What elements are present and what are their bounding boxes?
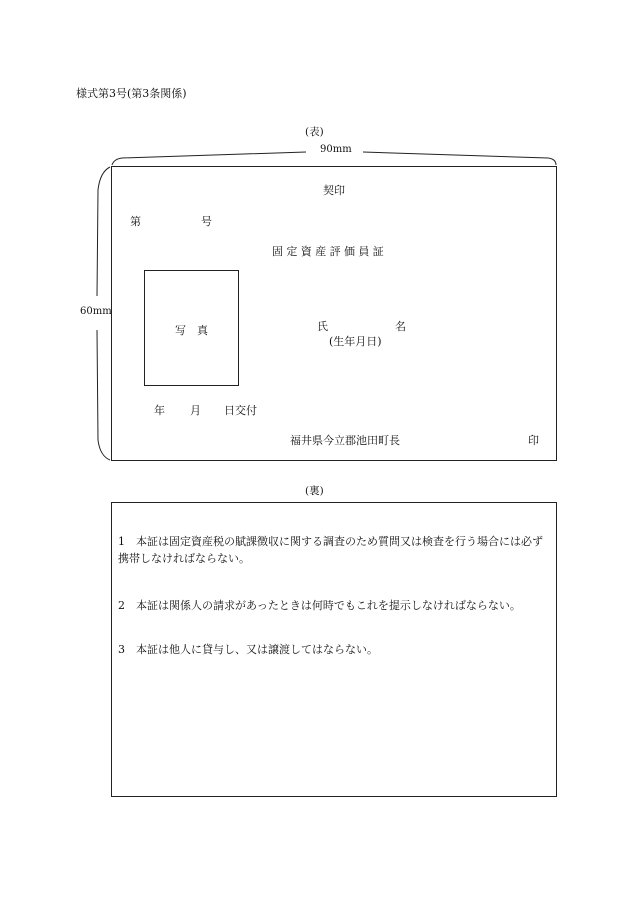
note-item-3: 3 本証は他人に貸与し、又は譲渡してはならない。 [118,643,378,656]
photo-label: 写 真 [175,324,208,337]
birth-date-label: (生年月日) [329,335,382,348]
card-back [111,502,557,797]
name-label-b: 名 [395,320,406,333]
height-dimension-label: 60mm [80,306,112,317]
note-item-1: 1 本証は固定資産税の賦課徴収に関する調査のため質問又は検査を行う場合には必ず携帯しなければならない。 [118,535,543,565]
note-item-2: 2 本証は関係人の請求があったときは何時でもこれを提示しなければならない。 [118,599,521,612]
form-label: 様式第3号(第3条関係) [76,87,187,100]
issue-day-label: 日交付 [224,404,257,417]
seal-mark: 契印 [323,184,345,197]
card-front [111,166,557,461]
issuer-seal: 印 [528,434,539,447]
issue-month-label: 月 [190,404,201,417]
issue-year-label: 年 [154,404,165,417]
width-brace-right [363,152,556,165]
card-title: 固定資産評価員証 [272,245,388,258]
height-brace-top [97,167,110,296]
front-side-label: (表) [305,126,324,138]
number-prefix: 第 [130,215,141,228]
photo-box [144,270,239,386]
number-suffix: 号 [201,215,212,228]
width-brace-left [112,152,306,165]
name-label-a: 氏 [317,320,328,333]
issuer-name: 福井県今立郡池田町長 [290,434,400,447]
back-side-label: (裏) [305,485,324,497]
width-dimension-label: 90mm [320,144,352,155]
height-brace-bottom [97,330,110,460]
